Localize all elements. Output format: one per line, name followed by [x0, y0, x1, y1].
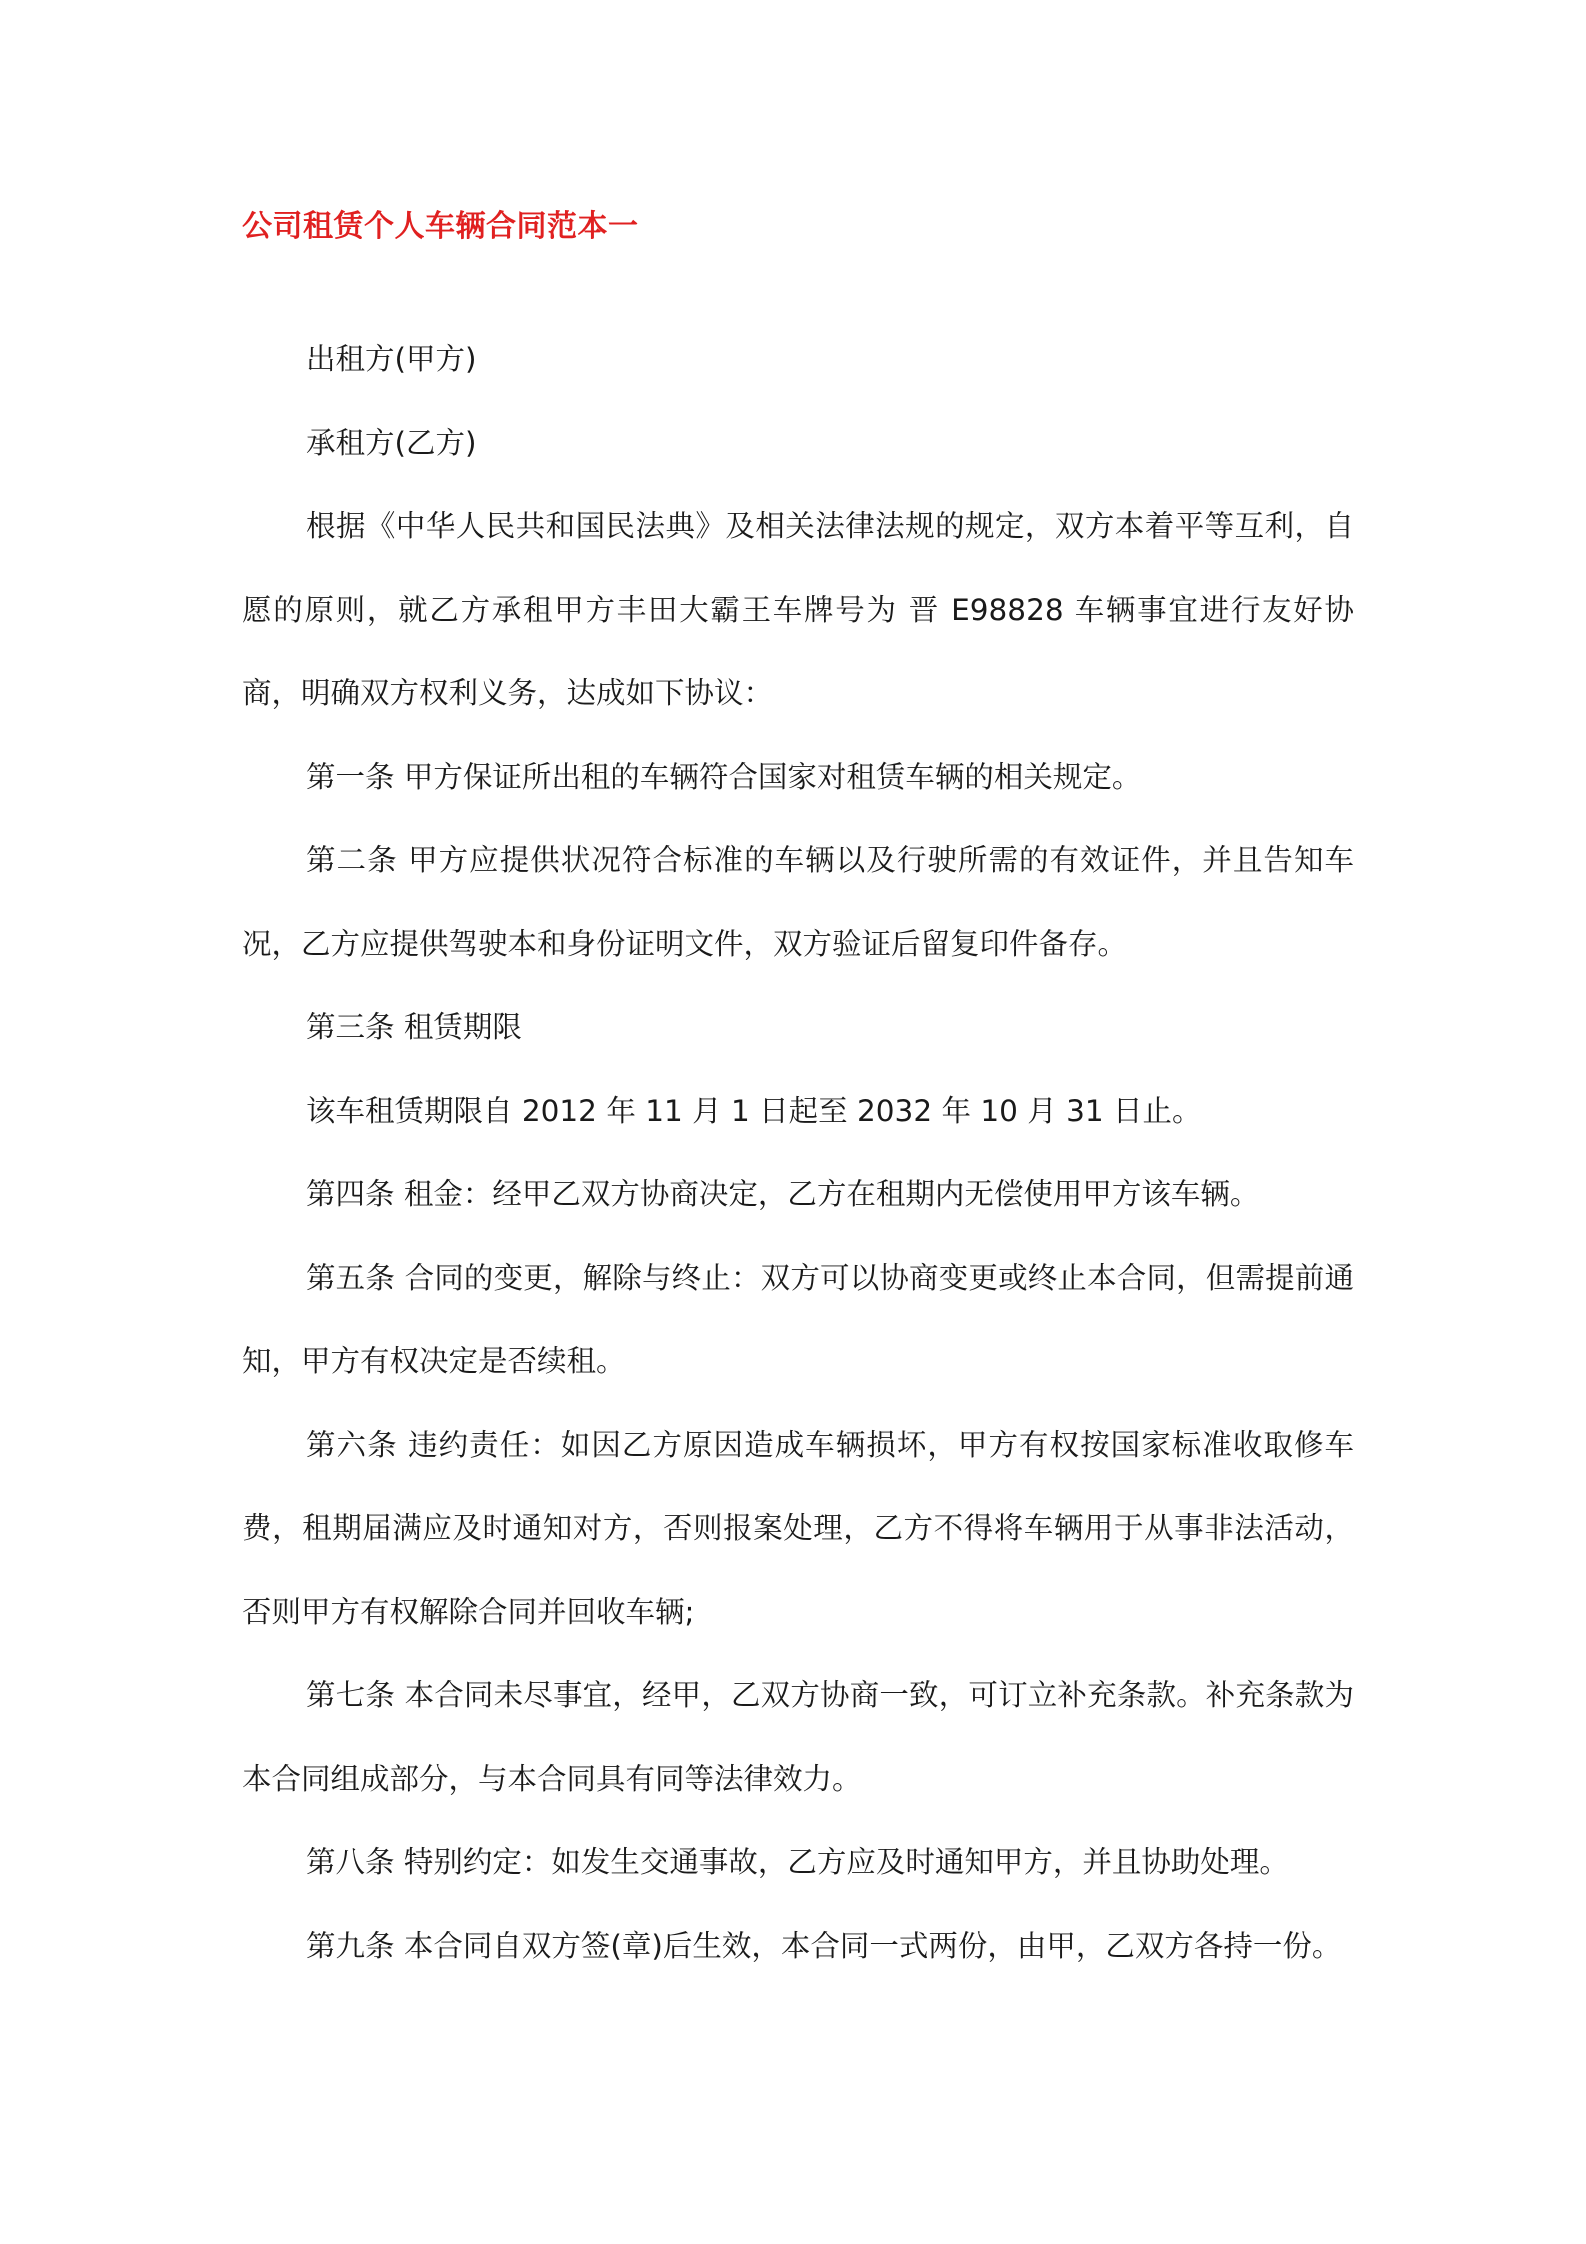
document-title: 公司租赁个人车辆合同范本一 — [242, 209, 639, 244]
article-4: 第四条 租金：经甲乙双方协商决定，乙方在租期内无偿使用甲方该车辆。 — [306, 1177, 1260, 1211]
article-6: 第六条 违约责任：如因乙方原因造成车辆损坏，甲方有权按国家标准收取修车费，租期届满应及时通知对方，否则报案处理，乙方不得将车辆用于从事非法活动，否则甲方有权解除合同并回收车辆; — [242, 1427, 1354, 1629]
party-lessor: 出租方(甲方) — [306, 342, 477, 376]
lease-term-paragraph: 该车租赁期限自 2012 年 11 月 1 日起至 2032 年 10 月 31 日止。 — [306, 1093, 1202, 1128]
article-3-heading: 第三条 租赁期限 — [306, 1010, 522, 1044]
article-5: 第五条 合同的变更，解除与终止：双方可以协商变更或终止本合同，但需提前通知，甲方有权决定是否续租。 — [242, 1260, 1354, 1378]
preamble-paragraph: 根据《中华人民共和国民法典》及相关法律法规的规定，双方本着平等互利，自愿的原则，就乙方承租甲方丰田大霸王车牌号为 晋 E98828 车辆事宜进行友好协商，明确双方权利义务，达成如下协议： — [242, 509, 1354, 710]
contract-body — [242, 318, 1354, 1988]
party-lessee: 承租方(乙方) — [306, 425, 477, 460]
article-9: 第九条 本合同自双方签(章)后生效，本合同一式两份，由甲，乙双方各持一份。 — [306, 1928, 1342, 1963]
article-8: 第八条 特别约定：如发生交通事故，乙方应及时通知甲方，并且协助处理。 — [306, 1845, 1289, 1879]
article-1: 第一条 甲方保证所出租的车辆符合国家对租赁车辆的相关规定。 — [306, 759, 1142, 794]
article-2: 第二条 甲方应提供状况符合标准的车辆以及行驶所需的有效证件，并且告知车况，乙方应提供驾驶本和身份证明文件，双方验证后留复印件备存。 — [242, 843, 1354, 961]
article-7: 第七条 本合同未尽事宜，经甲，乙双方协商一致，可订立补充条款。补充条款为本合同组成部分，与本合同具有同等法律效力。 — [242, 1678, 1354, 1796]
